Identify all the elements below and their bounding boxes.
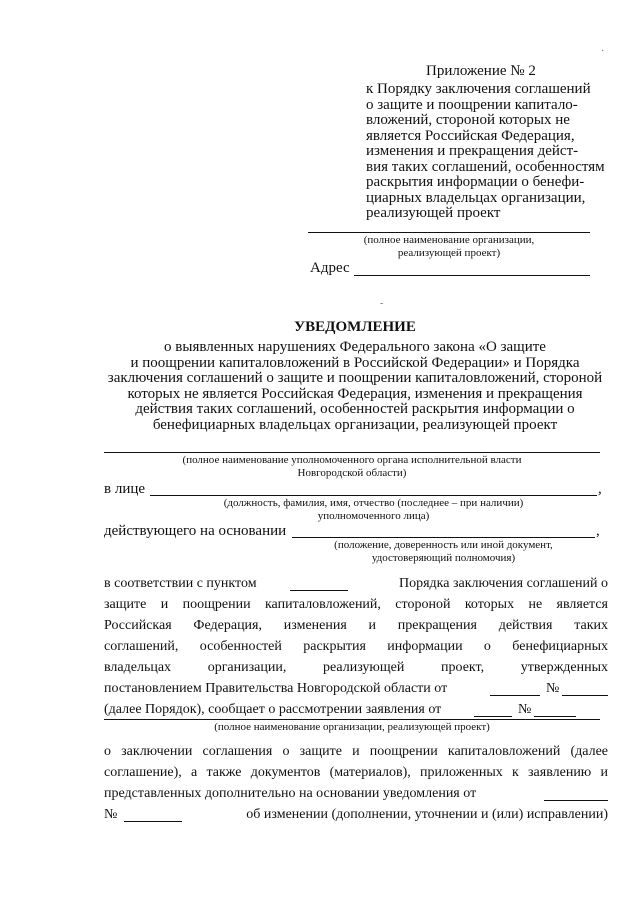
body-text: № <box>546 681 560 696</box>
appendix-line: вложений, стороной которых не <box>366 112 570 128</box>
authority-caption <box>104 454 600 480</box>
body-text: в соответствии с пунктом <box>104 576 257 591</box>
address-line <box>354 275 590 276</box>
org-name-line <box>308 232 590 233</box>
body-line: Российская Федерация, изменения и прекращения действия таких <box>104 618 608 633</box>
body-text: постановлением Правительства Новгородской области от <box>104 681 448 696</box>
page-title: УВЕДОМЛЕНИЕ <box>294 319 416 335</box>
caption-line: (должность, фамилия, имя, отчество (последнее – при наличии) <box>223 497 524 509</box>
caption-line: уполномоченного лица) <box>317 510 430 522</box>
subtitle-line: и поощрении капиталовложений в Российской Федерации» и Порядка <box>130 354 580 371</box>
person-label: в лице <box>104 481 146 497</box>
body-line: владельцах организации, реализующей проект, утвержденных <box>104 660 608 675</box>
caption-line: (положение, доверенность или иной документ, <box>334 539 553 551</box>
scan-speck: - <box>380 298 384 309</box>
body-text: представленных дополнительно на основании уведомления от <box>104 786 477 801</box>
body-line <box>104 682 608 703</box>
body-line <box>104 808 608 829</box>
application-number-line <box>534 716 576 717</box>
body-line <box>104 787 608 808</box>
caption-line: (полное наименование организации, <box>363 234 535 246</box>
appendix-number: Приложение № 2 <box>426 63 536 79</box>
body-line: соглашений, особенностей раскрытия информации о бенефициарных <box>104 639 608 654</box>
subtitle-line: о выявленных нарушениях Федерального закона «О защите <box>164 339 546 355</box>
caption-line: Новгородской области) <box>297 467 407 479</box>
notice-date-line <box>544 800 608 801</box>
body-text: Порядка заключения соглашений о <box>398 576 608 591</box>
body-text: об изменении (дополнении, уточнении и (или) исправлении) <box>246 807 608 822</box>
appendix-line: к Порядку заключения соглашений <box>366 81 591 97</box>
person-line <box>150 495 597 496</box>
appendix-line: реализующей проект <box>366 205 501 221</box>
body-line: соглашение), а также документов (материалов), приложенных к заявлению и <box>104 765 608 780</box>
caption-line: реализующей проект) <box>397 247 501 259</box>
body-text: № <box>518 702 532 717</box>
subtitle-line: действия таких соглашений, особенностей раскрытия информации о <box>135 401 575 417</box>
subtitle-line: заключения соглашений о защите и поощрении капиталовложений, стороной <box>107 370 603 386</box>
org-name-caption <box>308 234 590 260</box>
caption-line: удостоверяющий полномочия) <box>371 552 516 564</box>
body-text: (далее Порядок), сообщает о рассмотрении заявления от <box>104 702 442 717</box>
basis-line <box>292 537 595 538</box>
applicant-caption: (полное наименование организации, реализующей проект) <box>214 721 490 733</box>
caption-line: (полное наименование уполномоченного органа исполнительной власти <box>182 454 522 466</box>
appendix-text <box>366 82 631 222</box>
decree-date-line <box>490 695 540 696</box>
appendix-line: изменения и прекращения дейст- <box>366 143 579 159</box>
body-paragraph-1 <box>104 577 608 724</box>
appendix-line: циарных владельцах организации, <box>366 189 586 206</box>
appendix-line: вия таких соглашений, особенностям <box>366 158 605 175</box>
applicant-line <box>104 719 600 720</box>
authority-line <box>104 452 600 453</box>
application-date-line <box>474 716 512 717</box>
appendix-line: является Российская Федерация, <box>366 127 575 144</box>
basis-label: действующего на основании <box>104 523 287 539</box>
scan-speck: · <box>601 46 605 57</box>
body-line: защите и поощрении капиталовложений, стороной которых не является <box>104 597 608 612</box>
body-line: о заключении соглашения о защите и поощрении капиталовложений (далее <box>104 744 608 759</box>
subtitle <box>100 340 610 433</box>
notice-number-line <box>124 821 182 822</box>
body-paragraph-2 <box>104 745 608 829</box>
person-caption <box>150 497 597 523</box>
address-label: Адрес <box>310 260 350 276</box>
basis-caption <box>292 539 595 565</box>
subtitle-line: которых не является Российская Федерация, изменения и прекращения <box>127 385 583 402</box>
body-text: № <box>104 807 118 822</box>
clause-number-line <box>290 590 348 591</box>
person-comma: , <box>598 481 602 497</box>
basis-comma: , <box>596 523 600 539</box>
decree-number-line <box>562 695 608 696</box>
appendix-line: о защите и поощрении капитало- <box>366 96 578 113</box>
subtitle-line: бенефициарных владельцах организации, реализующей проект <box>152 416 558 433</box>
appendix-line: раскрытия информации о бенефи- <box>366 174 585 190</box>
body-line <box>104 577 608 598</box>
